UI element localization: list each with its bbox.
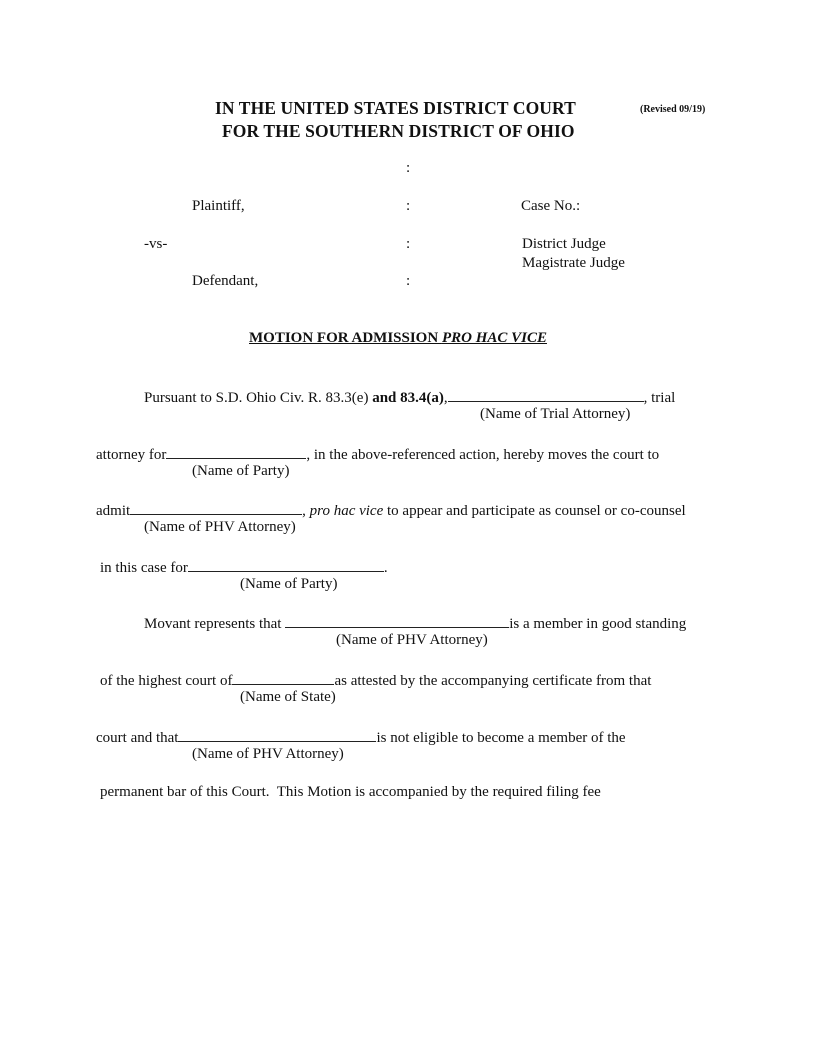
paragraph-line-7 xyxy=(96,727,626,747)
state-name-blank[interactable] xyxy=(232,670,334,685)
phv-attorney-blank-2[interactable] xyxy=(285,613,509,628)
paragraph-line-3 xyxy=(96,500,686,520)
phv-attorney-blank-3[interactable] xyxy=(178,727,376,742)
phv-attorney-label: (Name of PHV Attorney) xyxy=(144,519,296,535)
text: as attested by the accompanying certificate from that xyxy=(334,673,652,689)
text: admit xyxy=(96,503,131,519)
party-name-label: (Name of Party) xyxy=(192,463,290,479)
party-name-label-2: (Name of Party) xyxy=(240,576,338,592)
court-title-line2: FOR THE SOUTHERN DISTRICT OF OHIO xyxy=(222,121,575,141)
caption-colon: : xyxy=(406,236,411,252)
text-bold: and 83.4(a) xyxy=(372,390,444,406)
text: . xyxy=(383,560,388,576)
caption-colon: : xyxy=(406,198,411,214)
paragraph-line-2 xyxy=(96,444,659,464)
trial-attorney-blank[interactable] xyxy=(448,387,644,402)
paragraph-line-1 xyxy=(144,387,675,407)
text: Pursuant to S.D. Ohio Civ. R. 83.3(e) xyxy=(144,390,373,406)
text: of the highest court of xyxy=(100,673,233,689)
phv-attorney-blank[interactable] xyxy=(130,500,302,515)
defendant-label: Defendant, xyxy=(192,273,259,289)
case-no-label: Case No.: xyxy=(521,198,581,214)
versus-label: -vs- xyxy=(144,236,168,252)
party-name-blank[interactable] xyxy=(166,444,306,459)
plaintiff-label: Plaintiff, xyxy=(192,198,245,214)
text: attorney for xyxy=(96,447,167,463)
text: Movant represents that xyxy=(144,616,286,632)
state-name-label: (Name of State) xyxy=(240,689,336,705)
caption-colon: : xyxy=(406,273,411,289)
trial-attorney-label: (Name of Trial Attorney) xyxy=(480,406,631,422)
caption-colon: : xyxy=(406,160,411,176)
paragraph-line-5 xyxy=(144,613,686,633)
text: court and that xyxy=(96,730,179,746)
paragraph-line-8: permanent bar of this Court. This Motion is accompanied by the required filing fee xyxy=(100,784,601,800)
motion-title-plain: MOTION FOR ADMISSION xyxy=(249,330,442,346)
phv-attorney-label-2: (Name of PHV Attorney) xyxy=(336,632,488,648)
text: in this case for xyxy=(100,560,188,576)
motion-title-italic: PRO HAC VICE xyxy=(441,330,547,346)
text: is a member in good standing xyxy=(509,616,687,632)
party-name-blank-2[interactable] xyxy=(188,557,384,572)
magistrate-judge-label: Magistrate Judge xyxy=(522,255,625,271)
text: is not eligible to become a member of the xyxy=(376,730,626,746)
text: , xyxy=(302,503,310,519)
phv-attorney-label-3: (Name of PHV Attorney) xyxy=(192,746,344,762)
text: , in the above-referenced action, hereby moves the court to xyxy=(306,447,660,463)
motion-title xyxy=(249,330,547,347)
paragraph-line-4 xyxy=(100,557,388,577)
court-title-line1: IN THE UNITED STATES DISTRICT COURT xyxy=(215,98,576,118)
paragraph-line-6 xyxy=(100,670,651,690)
text: , trial xyxy=(643,390,676,406)
district-judge-label: District Judge xyxy=(522,236,606,252)
text: to appear and participate as counsel or co-counsel xyxy=(383,503,686,519)
text: , xyxy=(443,390,448,406)
text-italic: pro hac vice xyxy=(309,503,384,519)
revised-date: (Revised 09/19) xyxy=(640,104,706,115)
